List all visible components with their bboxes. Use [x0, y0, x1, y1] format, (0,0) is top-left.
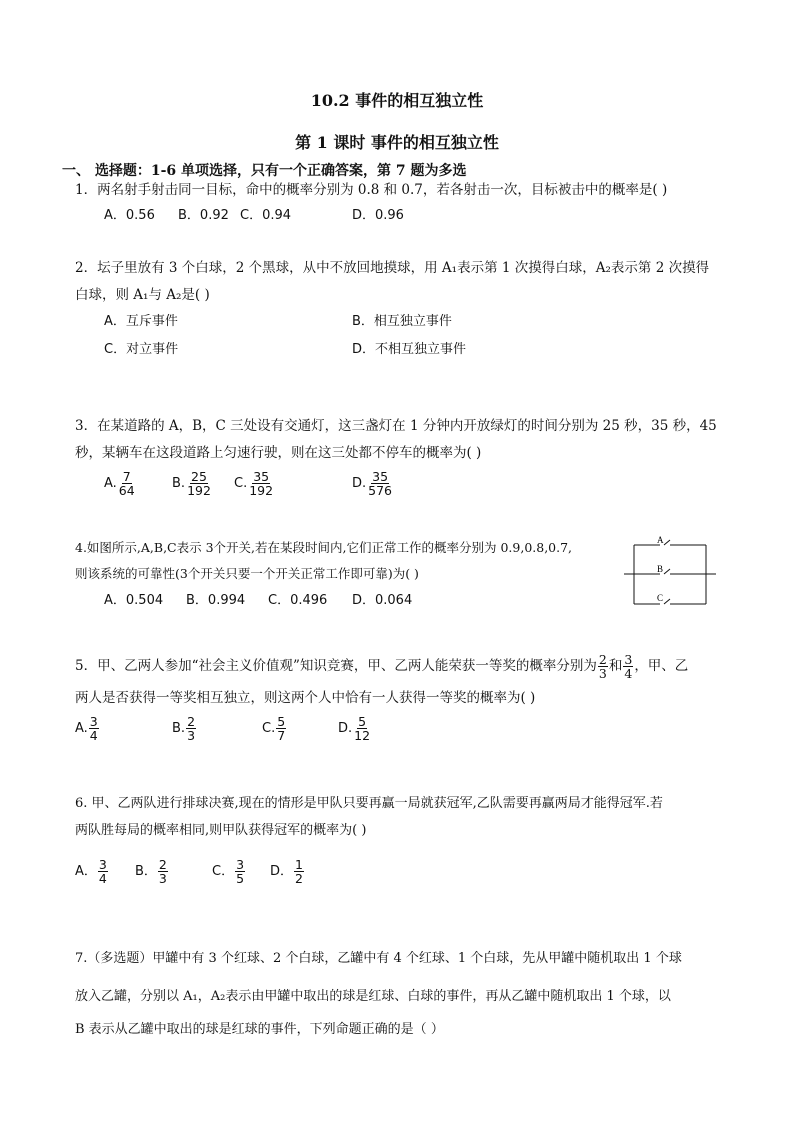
q6-option-d[interactable]: D． $\frac{1}{2}$ [270, 857, 303, 886]
q5-stem-line2: 两人是否获得一等奖相互独立，则这两个人中恰有一人获得一等奖的概率为( ) [75, 690, 536, 706]
q1-option-a[interactable]: A．0.56 [104, 208, 155, 223]
q3-option-b-label: B. [172, 476, 186, 491]
q3-option-d-label: D. [352, 476, 367, 491]
q4-option-b[interactable]: B．0.994 [186, 593, 246, 608]
q2-stem-line1: 2．坛子里放有 3 个白球，2 个黑球，从中不放回地摸球，用 A₁表示第 1 次摸得白球，A₂表示第 2 次摸得 [75, 260, 710, 276]
q3-stem-line2: 秒，某辆车在这段道路上匀速行驶，则在这三处都不停车的概率为( ) [75, 445, 482, 461]
switch-c-label: C [657, 593, 664, 603]
q3-option-b-fraction: $\frac{25}{192}$ [187, 469, 211, 498]
q4-stem-line1: 4.如图所示,A,B,C表示 3个开关,若在某段时间内,它们正常工作的概率分别为 0.9,0.8,0.7, [75, 540, 573, 555]
q6-option-a[interactable]: A． $\frac{3}{4}$ [75, 857, 107, 886]
q1-option-c[interactable]: C．0.94 [240, 208, 292, 223]
q1-option-b[interactable]: B．0.92 [178, 208, 229, 223]
q5-option-c[interactable]: C. $\frac{5}{7}$ [262, 714, 286, 743]
q6-stem-line2: 两队胜每局的概率相同,则甲队获得冠军的概率为( ) [75, 823, 367, 838]
switch-b-label: B [657, 564, 664, 574]
q3-option-c-fraction: $\frac{35}{192}$ [249, 469, 274, 498]
q6-stem-line1: 6. 甲、乙两队进行排球决赛,现在的情形是甲队只要再赢一局就获冠军,乙队需要再赢两局才能得冠军.若 [75, 796, 663, 811]
q6-option-c[interactable]: C． $\frac{3}{5}$ [212, 857, 245, 886]
q3-option-a-fraction: $\frac{7}{64}$ [118, 469, 135, 498]
q4-stem-line2: 则该系统的可靠性(3个开关只要一个开关正常工作即可靠)为( ) [75, 566, 419, 581]
q3-stem-line1: 3．在某道路的 A，B，C 三处设有交通灯，这三盏灯在 1 分钟内开放绿灯的时间分别为 25 秒，35 秒，45 [75, 418, 717, 434]
q3-option-a-label: A. [104, 476, 117, 491]
q3-option-c-label: C. [234, 476, 248, 491]
switch-a-label: A [657, 535, 664, 545]
q5-option-b[interactable]: B. $\frac{2}{3}$ [172, 714, 196, 743]
q2-option-c[interactable]: C．对立事件 [104, 342, 179, 357]
q2-option-d[interactable]: D．不相互独立事件 [352, 342, 467, 357]
q3-option-d-fraction: $\frac{35}{576}$ [368, 469, 393, 498]
q5-option-d[interactable]: D. $\frac{5}{12}$ [338, 714, 371, 743]
q4-option-c[interactable]: C．0.496 [268, 593, 328, 608]
section-heading: 一、 选择题：1-6 单项选择，只有一个正确答案，第 7 题为多选 [62, 163, 467, 179]
q3-option-b[interactable] [172, 470, 213, 497]
q7-stem-line2: 放入乙罐，分别以 A₁，A₂表示由甲罐中取出的球是红球、白球的事件，再从乙罐中随机取出 1 个球，以 [75, 989, 671, 1004]
q2-stem-line2: 白球，则 A₁与 A₂是( ) [75, 287, 210, 303]
q3-option-a[interactable] [104, 470, 137, 497]
page-title: 10.2 事件的相互独立性 [310, 91, 484, 110]
lesson-subtitle: 第 1 课时 事件的相互独立性 [295, 133, 499, 152]
q3-option-c[interactable] [234, 470, 275, 497]
q7-stem-line3: B 表示从乙罐中取出的球是红球的事件，下列命题正确的是（ ） [75, 1022, 444, 1037]
q4-option-a[interactable]: A．0.504 [104, 593, 164, 608]
q3-option-d[interactable] [352, 470, 394, 497]
q1-stem: 1．两名射手射击同一目标，命中的概率分别为 0.8 和 0.7，若各射击一次，目标被击中的概率是( ) [75, 182, 668, 198]
q6-option-b[interactable]: B． $\frac{2}{3}$ [135, 857, 167, 886]
q4-option-d[interactable]: D．0.064 [352, 593, 413, 608]
q5-stem-line1: 5．甲、乙两人参加“社会主义价值观”知识竞赛，甲、乙两人能荣获一等奖的概率分别为 $\frac{2}{3}$ 和 $\frac{3}{4}$ ，甲、乙 [75, 652, 689, 681]
q2-option-b[interactable]: B．相互独立事件 [352, 314, 452, 329]
q1-option-d[interactable]: D．0.96 [352, 208, 404, 223]
q2-option-a[interactable]: A．互斥事件 [104, 314, 178, 329]
q5-option-a[interactable]: A. $\frac{3}{4}$ [75, 714, 98, 743]
switch-circuit-diagram [622, 534, 718, 608]
q7-stem-line1: 7.（多选题）甲罐中有 3 个红球、2 个白球，乙罐中有 4 个红球、1 个白球，先从甲罐中随机取出 1 个球 [75, 951, 682, 966]
